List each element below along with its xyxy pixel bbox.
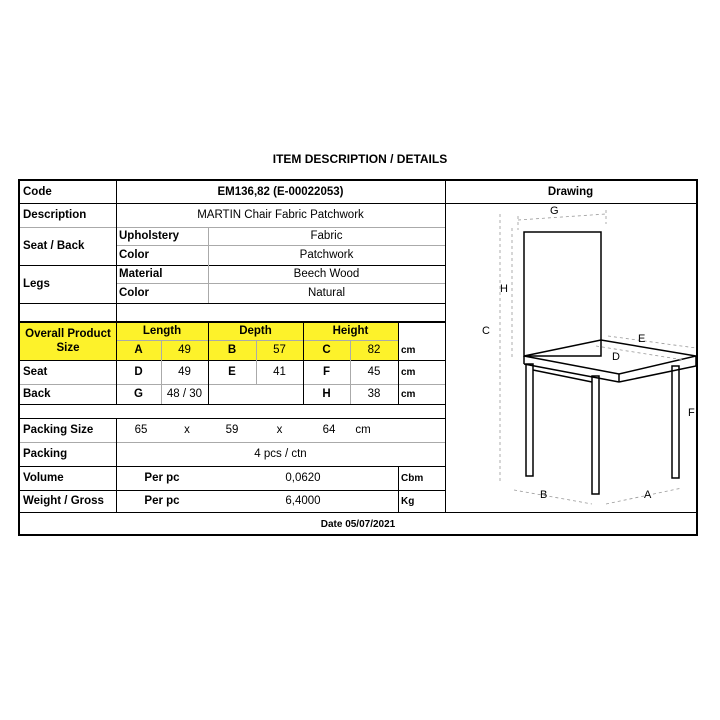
- weight-label: Weight / Gross: [23, 495, 104, 507]
- code-value: EM136,82 (E-00022053): [217, 186, 344, 198]
- description-label: Description: [23, 209, 87, 221]
- legs-color-value: Natural: [307, 287, 346, 299]
- back-value-g: 48 / 30: [166, 388, 203, 400]
- length-header: Length: [142, 325, 182, 337]
- legs-label: Legs: [23, 278, 50, 290]
- seat-letter-e: E: [228, 366, 236, 378]
- depth-value: 57: [273, 344, 286, 356]
- height-value: 82: [367, 344, 381, 356]
- packing-size-v1: 65: [134, 424, 148, 436]
- packing-size-unit: cm: [355, 424, 371, 436]
- drawing-label-g: G: [550, 205, 559, 217]
- seat-value-f: 45: [367, 366, 381, 378]
- seat-color-label: Color: [119, 249, 150, 261]
- drawing-label-f: F: [688, 407, 695, 419]
- drawing-header: Drawing: [547, 186, 594, 198]
- depth-header: Depth: [239, 325, 272, 337]
- packing-label: Packing: [23, 448, 68, 460]
- drawing-label-d: D: [612, 351, 620, 363]
- height-header: Height: [332, 325, 369, 337]
- page-title: ITEM DESCRIPTION / DETAILS: [272, 152, 448, 166]
- seat-letter-d: D: [134, 366, 143, 378]
- overall-size-label-line2: Size: [56, 342, 80, 354]
- upholstery-value: Fabric: [310, 230, 343, 242]
- chair-backrest: [524, 232, 601, 356]
- volume-value: 0,0620: [285, 472, 321, 484]
- drawing-label-e: E: [638, 333, 646, 345]
- overall-size-label: [20, 322, 116, 360]
- packing-size-v3: 64: [322, 424, 336, 436]
- back-unit: cm: [401, 388, 416, 400]
- seat-letter-f: F: [322, 366, 331, 378]
- packing-size-x1: x: [184, 424, 190, 436]
- back-letter-h: H: [322, 388, 331, 400]
- seat-label: Seat: [23, 366, 48, 378]
- weight-value: 6,4000: [285, 495, 321, 507]
- drawing-label-h: H: [500, 283, 508, 295]
- drawing-label-b: B: [540, 489, 548, 501]
- depth-letter: B: [227, 344, 237, 356]
- chair-leg-right: [672, 366, 679, 478]
- date-footer: Date 05/07/2021: [320, 518, 396, 530]
- seat-value-d: 49: [178, 366, 191, 378]
- item-details-sheet: [18, 179, 698, 536]
- back-letter-g: G: [134, 388, 143, 400]
- upholstery-label: Upholstery: [119, 230, 180, 242]
- chair-leg-front: [592, 376, 599, 494]
- chair-drawing: [446, 204, 696, 512]
- description-value: MARTIN Chair Fabric Patchwork: [197, 209, 364, 221]
- chair-leg-left-front: [526, 364, 533, 476]
- seat-unit: cm: [401, 366, 416, 378]
- back-label: Back: [23, 388, 51, 400]
- material-label: Material: [119, 268, 163, 280]
- back-value-h: 38: [367, 388, 381, 400]
- length-letter: A: [134, 344, 143, 356]
- packing-size-x2: x: [276, 424, 283, 436]
- seat-color-value: Patchwork: [299, 249, 354, 261]
- code-label: Code: [23, 186, 52, 198]
- length-value: 49: [178, 344, 191, 356]
- weight-unit: Kg: [401, 495, 415, 507]
- volume-per: Per pc: [144, 472, 180, 484]
- drawing-label-a: A: [644, 489, 652, 501]
- weight-per: Per pc: [144, 495, 180, 507]
- drawing-label-c: C: [482, 325, 490, 337]
- packing-size-v2: 59: [225, 424, 239, 436]
- height-letter: C: [322, 344, 331, 356]
- packing-size-label: Packing Size: [23, 424, 94, 436]
- overall-unit: cm: [401, 344, 416, 356]
- seat-value-e: 41: [273, 366, 286, 378]
- volume-unit: Cbm: [401, 472, 424, 484]
- packing-value: 4 pcs / ctn: [254, 448, 307, 460]
- legs-color-label: Color: [119, 287, 150, 299]
- material-value: Beech Wood: [293, 268, 360, 280]
- overall-size-label-line1: Overall Product: [25, 328, 111, 340]
- volume-label: Volume: [23, 472, 64, 484]
- seat-back-label: Seat / Back: [23, 240, 85, 252]
